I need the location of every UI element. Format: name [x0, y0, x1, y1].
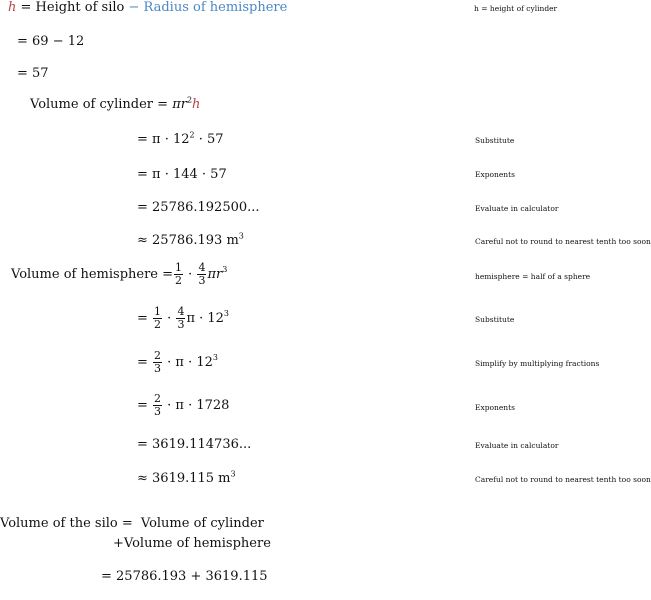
- volume-cylinder-term: Volume of cylinder: [140, 516, 264, 531]
- note-evaluate: Evaluate in calculator: [475, 204, 559, 213]
- line-sum: = 25786.193 + 3619.115: [101, 569, 268, 584]
- fraction-four-thirds: [197, 262, 206, 287]
- note-careful-rounding: Careful not to round to nearest tenth too soon: [475, 237, 651, 246]
- exponent: 2: [186, 95, 193, 105]
- volume-cylinder-label: Volume of cylinder =: [30, 97, 173, 112]
- fraction-one-half: [153, 306, 162, 331]
- note-hemisphere-half: hemisphere = half of a sphere: [475, 272, 591, 281]
- denominator: 3: [198, 274, 206, 287]
- fraction-one-half: [174, 262, 183, 287]
- numerator: 4: [177, 305, 185, 318]
- equals: =: [137, 354, 153, 370]
- line-exponents-cylinder: = π · 144 · 57: [137, 167, 227, 182]
- line-substitute-cylinder: [137, 132, 224, 148]
- equals: =: [137, 310, 153, 326]
- line-plus-hemisphere: +Volume of hemisphere: [113, 536, 271, 551]
- numerator: 1: [154, 305, 162, 318]
- expr-part: · 57: [194, 132, 224, 147]
- note-careful-rounding: Careful not to round to nearest tenth too soon: [475, 475, 651, 484]
- volume-hemisphere-label: Volume of hemisphere =: [11, 266, 174, 282]
- pi-r-term: πr: [207, 266, 223, 282]
- line-simplify-hemisphere: = $\frac{2}{3}$ · π · 12 $^3$: [137, 349, 219, 375]
- numerator: 2: [154, 349, 162, 362]
- denominator: 3: [154, 405, 162, 418]
- equals: =: [137, 397, 153, 413]
- numerator: 4: [198, 261, 206, 274]
- volume-silo-label: Volume of the silo =: [0, 516, 137, 531]
- line-57: = 57: [17, 66, 49, 81]
- note-simplify-fractions: Simplify by multiplying fractions: [475, 359, 600, 368]
- note-exponents: Exponents: [475, 170, 515, 179]
- note-substitute: Substitute: [475, 136, 515, 145]
- note-evaluate: Evaluate in calculator: [475, 441, 559, 450]
- note-exponents: Exponents: [475, 403, 515, 412]
- expr-part: π · 12: [186, 310, 224, 326]
- var-h: h: [8, 0, 17, 15]
- fraction-two-thirds: [153, 393, 162, 418]
- expr-part: ≈ 25786.193 m: [137, 233, 239, 248]
- denominator: 3: [177, 318, 185, 331]
- dot-operator: ·: [163, 310, 176, 326]
- line-subtraction: = 69 − 12: [17, 34, 85, 49]
- line-substitute-hemisphere: = $\frac{1}{2}$ · $\frac{4}{3}$ π · 12 $^3$: [137, 305, 230, 331]
- fraction-four-thirds: [176, 306, 185, 331]
- expr-part: · π · 1728: [163, 397, 230, 413]
- numerator: 1: [175, 261, 183, 274]
- denominator: 2: [175, 274, 183, 287]
- expr-part: = π · 12: [137, 132, 190, 147]
- line-silo-height: [8, 0, 287, 16]
- line-approx-cylinder: [137, 233, 244, 249]
- pi-symbol: π: [172, 97, 181, 112]
- line-calc-cylinder: = 25786.192500...: [137, 200, 260, 215]
- line-volume-silo: [0, 516, 264, 532]
- dot-operator: ·: [184, 266, 197, 282]
- expr-part: · π · 12: [163, 354, 213, 370]
- line-exponents-hemisphere: [137, 393, 229, 418]
- radius-of-hemisphere-text: − Radius of hemisphere: [128, 0, 288, 15]
- denominator: 2: [154, 318, 162, 331]
- note-substitute: Substitute: [475, 315, 515, 324]
- var-h: h: [192, 97, 201, 112]
- exponent: 3: [230, 469, 236, 479]
- line-calc-hemisphere: = 3619.114736...: [137, 437, 252, 452]
- line-approx-hemisphere: [137, 471, 236, 487]
- expr-part: ≈ 3619.115 m: [137, 471, 231, 486]
- exponent: 2: [189, 130, 195, 140]
- fraction-two-thirds: [153, 350, 162, 375]
- exponent: 3: [238, 231, 244, 241]
- numerator: 2: [154, 392, 162, 405]
- denominator: 3: [154, 362, 162, 375]
- height-of-silo-text: = Height of silo: [16, 0, 129, 15]
- line-volume-cylinder: [30, 97, 200, 113]
- line-volume-hemisphere: Volume of hemisphere = $\frac{1}{2}$ · $\frac{4}{3}$ πr $^3$: [11, 261, 228, 287]
- var-r: r: [180, 97, 187, 112]
- note-height-of-cylinder: h = height of cylinder: [474, 4, 558, 13]
